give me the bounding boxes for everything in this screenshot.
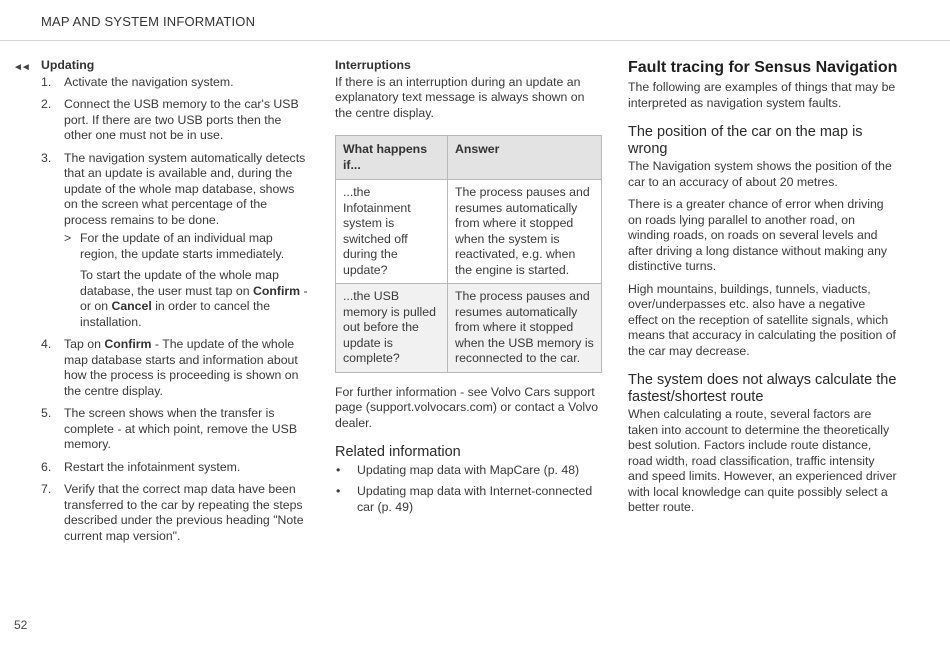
cancel-keyword: Cancel xyxy=(111,299,152,313)
paragraph: There is a greater chance of error when driving on roads lying parallel to another road, on winding roads, on roads on several levels and after driving a long distance without making any distinctive turns. xyxy=(628,197,888,273)
related-link[interactable] xyxy=(335,463,603,479)
confirm-keyword: Confirm xyxy=(104,337,152,351)
related-link-text: Updating map data with MapCare (p. 48) xyxy=(357,462,580,477)
step-number: 7. xyxy=(41,482,52,496)
header-divider xyxy=(0,40,950,41)
list-item xyxy=(41,75,309,91)
table-row xyxy=(336,284,602,373)
position-wrong-heading: The position of the car on the map is wrong xyxy=(628,124,863,157)
list-item xyxy=(41,151,309,331)
further-info-text: For further information - see Volvo Cars support page (support.volvocars.com) or contact a Volvo dealer. xyxy=(335,384,599,430)
fault-tracing-intro: The following are examples of things that may be interpreted as navigation system faults. xyxy=(628,80,896,110)
related-info-heading: Related information xyxy=(335,444,461,460)
interruptions-intro: If there is an interruption during an update an explanatory text message is always shown on the centre display. xyxy=(335,74,585,120)
interruptions-column xyxy=(335,58,603,521)
sub-paragraph xyxy=(64,268,309,330)
table-row xyxy=(336,180,602,284)
sub-para-text: To start the update of the whole map database, the user must tap on xyxy=(80,268,279,298)
sub-marker: > xyxy=(64,231,72,245)
section-header: MAP AND SYSTEM INFORMATION xyxy=(41,14,256,29)
step-text: Activate the navigation system. xyxy=(64,74,234,89)
list-item xyxy=(41,460,309,476)
confirm-keyword: Confirm xyxy=(252,283,301,298)
step-number: 3. xyxy=(41,150,52,165)
list-item xyxy=(41,406,309,453)
sub-item-text: For the update of an individual map region, the update starts immediately. xyxy=(80,231,285,261)
step-text: Verify that the correct map data have been transferred to the car by repeating the steps described under the previous heading "Note current map version". xyxy=(64,482,304,543)
interruptions-table xyxy=(335,135,602,373)
table-cell-question: ...the Infotainment system is switched off during the update? xyxy=(336,180,448,284)
table-header-row xyxy=(336,136,602,180)
list-item xyxy=(41,482,309,544)
step-number: 1. xyxy=(41,74,52,89)
step-text: - The update of the whole map database starts and information about how the process is proceeding is shown on the centre display. xyxy=(64,337,299,398)
step-text: Tap on xyxy=(64,337,105,351)
related-link[interactable] xyxy=(335,484,603,515)
related-info-list xyxy=(335,463,603,516)
step-number: 4. xyxy=(41,337,52,351)
table-cell-question: ...the USB memory is pulled out before the update is complete? xyxy=(336,284,448,373)
table-header-answer: Answer xyxy=(448,136,602,180)
fault-tracing-column xyxy=(628,58,898,523)
sub-para-text: in order to cancel the installation. xyxy=(80,299,271,329)
updating-steps xyxy=(41,75,309,545)
updating-column xyxy=(41,58,309,551)
table-cell-answer: The process pauses and resumes automatically from where it stopped when the system is reactivated, e.g. when the engine is started. xyxy=(448,180,602,284)
step-number: 2. xyxy=(41,97,52,111)
step-number: 6. xyxy=(41,459,52,474)
paragraph: The Navigation system shows the position of the car to an accuracy of about 20 metres. xyxy=(628,159,892,189)
page-number: 52 xyxy=(14,618,28,632)
paragraph: When calculating a route, several factors are taken into account to determine the theoretically best solution. Factors include route distance, road width, road classification, traffic intensity and speed limits. However, an experienced driver with local knowledge can quite possibly select a better route. xyxy=(628,407,897,514)
step-number: 5. xyxy=(41,406,52,420)
list-item xyxy=(41,337,309,399)
step-text: Connect the USB memory to the car's USB port. If there are two USB ports then the other one must not be in use. xyxy=(64,97,299,142)
route-heading: The system does not always calculate the fastest/shortest route xyxy=(628,372,897,405)
bullet-icon: • xyxy=(336,462,341,477)
step-text: The screen shows when the transfer is complete - at which point, remove the USB memory. xyxy=(64,406,298,451)
paragraph: High mountains, buildings, tunnels, viaducts, over/underpasses etc. also have a negative effect on the reception of satellite signals, which means that accuracy in calculating the position of the car may decrease. xyxy=(628,281,896,358)
list-item xyxy=(41,97,309,144)
continued-icon: ◄◄ xyxy=(13,62,29,73)
fault-tracing-title: Fault tracing for Sensus Navigation xyxy=(628,59,898,76)
sub-para-text: - or on xyxy=(80,283,308,313)
interruptions-title: Interruptions xyxy=(335,58,411,72)
step-text: The navigation system automatically detects that an update is available and, during the update of the whole map database, shows on the screen what percentage of the process remains to be done. xyxy=(64,150,306,227)
updating-title: Updating xyxy=(41,58,95,72)
step-text: Restart the infotainment system. xyxy=(64,459,241,474)
sub-list-item xyxy=(64,231,309,262)
table-header-question: What happens if... xyxy=(336,136,448,180)
related-link-text: Updating map data with Internet-connected car (p. 49) xyxy=(357,484,593,514)
bullet-icon: • xyxy=(336,484,341,498)
table-cell-answer: The process pauses and resumes automatically from where it stopped when the USB memory is reconnected to the car. xyxy=(448,284,602,373)
